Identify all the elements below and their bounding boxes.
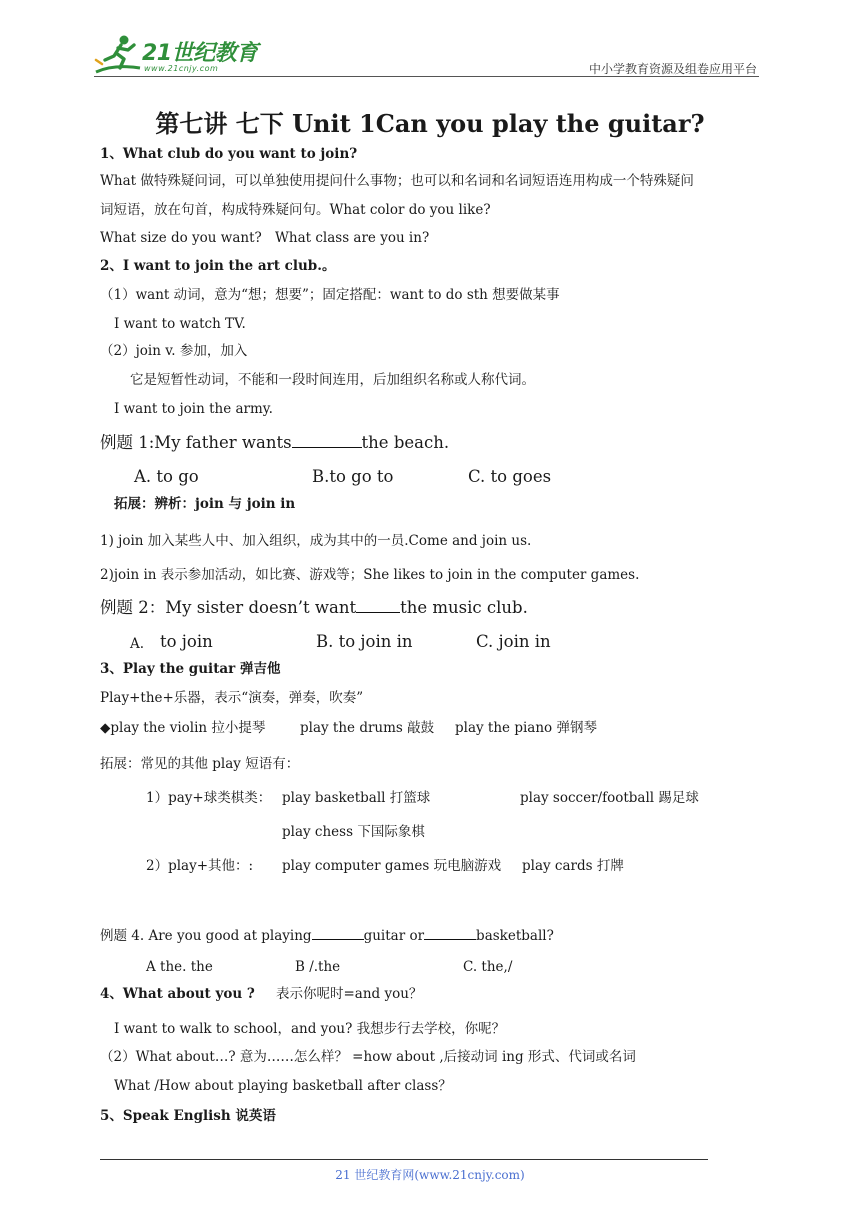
example-2-option-a: to join xyxy=(160,632,213,651)
example-2-text: 例题 2：My sister doesn’t want xyxy=(100,598,357,617)
play-balls-label: 1）pay+球类棋类： xyxy=(146,790,272,806)
example-4-blank-1 xyxy=(312,925,364,940)
play-soccer: play soccer/football 踢足球 xyxy=(520,790,699,806)
extension-join-in: 2)join in 表示参加活动，如比赛、游戏等；She likes to join in the computer games. xyxy=(100,567,640,583)
play-extension-heading: 拓展：常见的其他 play 短语有： xyxy=(100,756,300,772)
section-4-heading: 4、What about you ? xyxy=(100,986,255,1002)
example-1-option-c: C. to goes xyxy=(468,467,552,486)
page-header xyxy=(94,28,759,80)
play-computer-games: play computer games 玩电脑游戏 xyxy=(282,858,502,874)
header-divider xyxy=(94,76,759,77)
example-1-question xyxy=(100,433,449,452)
what-about-explanation: （2）What about…? 意为……怎么样？ =how about ,后接动词 ing 形式、代词或名词 xyxy=(100,1049,636,1065)
platform-name: 中小学教育资源及组卷应用平台 xyxy=(588,62,757,76)
example-2-question xyxy=(100,598,528,617)
join-note: 它是短暂性动词，不能和一段时间连用，后加组织名称或人称代词。 xyxy=(130,372,535,388)
example-1-text-end: the beach. xyxy=(361,433,450,452)
want-example: I want to watch TV. xyxy=(114,316,246,332)
instrument-violin: ◆play the violin 拉小提琴 xyxy=(100,720,266,736)
section-3-rule: Play+the+乐器，表示“演奏，弹奏，吹奏” xyxy=(100,690,364,706)
example-4-question xyxy=(100,925,554,945)
example-2-option-a-label: A. xyxy=(130,636,145,652)
footer-link[interactable]: 21 世纪教育网(www.21cnjy.com) xyxy=(335,1168,525,1182)
section-4-heading-note: 表示你呢时=and you？ xyxy=(276,986,423,1002)
example-4-text-mid: guitar or xyxy=(363,928,425,944)
logo-text: 21世纪教育 xyxy=(142,41,258,66)
section-3-heading: 3、Play the guitar 弹吉他 xyxy=(100,661,281,677)
section-4-example: I want to walk to school，and you? 我想步行去学校，你呢？ xyxy=(114,1021,506,1037)
section-1-heading: 1、What club do you want to join? xyxy=(100,146,358,162)
footer-divider xyxy=(100,1159,708,1160)
example-1-text: 例题 1:My father wants xyxy=(100,433,292,452)
example-4-option-c: C. the,/ xyxy=(463,959,513,975)
play-basketball: play basketball 打篮球 xyxy=(282,790,431,806)
what-about-example: What /How about playing basketball after class？ xyxy=(114,1078,452,1094)
example-1-blank xyxy=(292,433,362,448)
section-5-heading: 5、Speak English 说英语 xyxy=(100,1108,276,1124)
example-4-text-end: basketball? xyxy=(476,928,554,944)
instrument-piano: play the piano 弹钢琴 xyxy=(455,720,597,736)
instrument-drums: play the drums 敲鼓 xyxy=(300,720,435,736)
example-4-option-a: A the. the xyxy=(146,959,213,975)
example-2-option-b: B. to join in xyxy=(316,632,413,651)
play-other-label: 2）play+其他：: xyxy=(146,858,254,874)
join-explanation: （2）join v. 参加，加入 xyxy=(100,343,248,359)
example-2-option-c: C. join in xyxy=(476,632,551,651)
join-example: I want to join the army. xyxy=(114,401,273,417)
example-4-option-b: B /.the xyxy=(295,959,341,975)
runner-logo-icon xyxy=(94,34,144,78)
play-cards: play cards 打牌 xyxy=(522,858,624,874)
extension-heading: 拓展：辨析：join 与 join in xyxy=(114,496,296,512)
page-title: 第七讲 七下 Unit 1Can you play the guitar? xyxy=(155,109,705,138)
example-2-text-end: the music club. xyxy=(400,598,528,617)
want-explanation: （1）want 动词，意为“想；想要”；固定搭配：want to do sth 想要做某事 xyxy=(100,287,560,303)
example-1-option-b: B.to go to xyxy=(312,467,394,486)
section-1-paragraph-2: 词短语，放在句首，构成特殊疑问句。What color do you like? xyxy=(100,202,491,218)
section-1-paragraph-1: What 做特殊疑问词，可以单独使用提问什么事物；也可以和名词和名词短语连用构成一个特殊疑问 xyxy=(100,173,694,189)
section-1-example-a: What size do you want? xyxy=(100,230,262,246)
logo xyxy=(94,34,264,78)
extension-join: 1) join 加入某些人中、加入组织，成为其中的一员.Come and join us. xyxy=(100,533,532,549)
example-1-option-a: A. to go xyxy=(134,467,199,486)
logo-url: www.21cnjy.com xyxy=(144,64,219,73)
example-4-text: 例题 4. Are you good at playing xyxy=(100,928,312,944)
play-chess: play chess 下国际象棋 xyxy=(282,824,425,840)
example-2-blank xyxy=(356,598,400,613)
section-2-heading: 2、I want to join the art club.。 xyxy=(100,258,336,274)
section-1-example-b: What class are you in? xyxy=(275,230,430,246)
example-4-blank-2 xyxy=(424,925,476,940)
